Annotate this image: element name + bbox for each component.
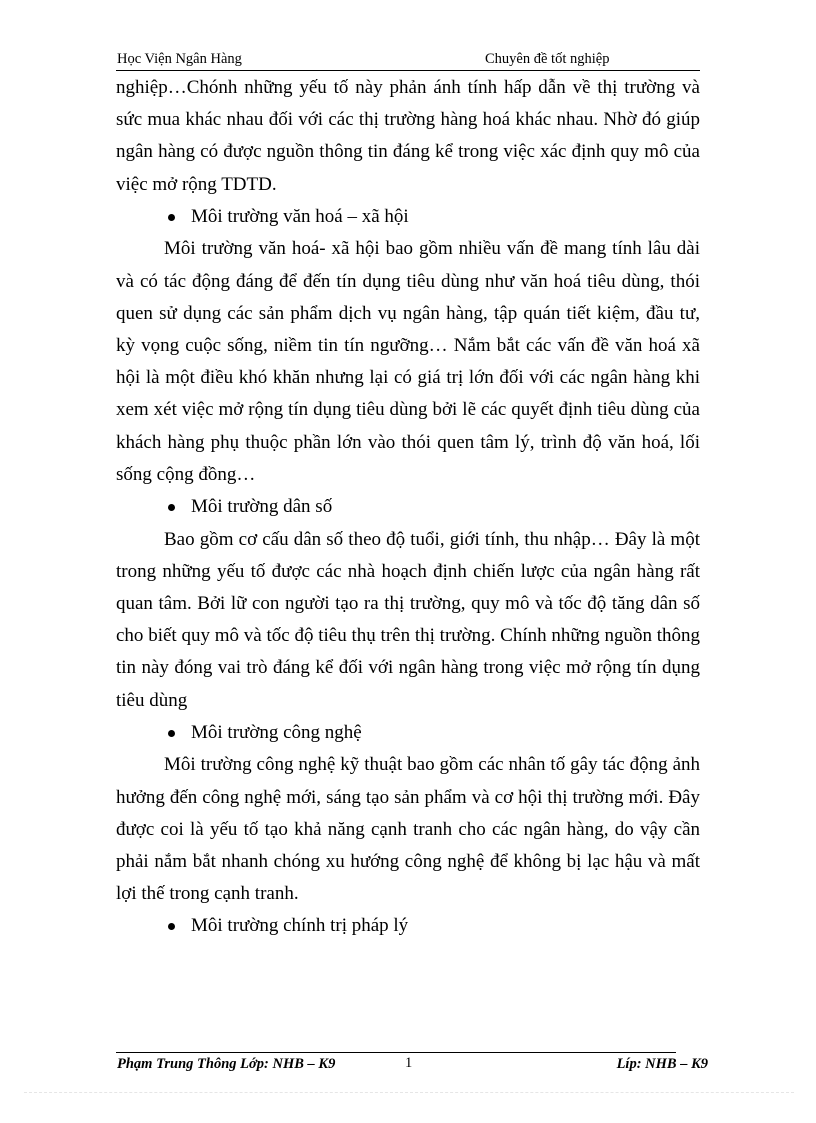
bullet-icon — [168, 923, 175, 930]
page-number: 1 — [405, 1055, 413, 1071]
bullet-item-culture — [116, 201, 700, 234]
footer-class: Líp: NHB – K9 — [616, 1056, 708, 1072]
paragraph-culture: Môi trường văn hoá- xã hội bao gồm nhiều vấn đề mang tính lâu dài và có tác động đáng để đến tín dụng tiêu dùng như văn hoá tiêu dùng, thói quen sử dụng các sản phẩm dịch vụ ngân hàng, tập quán tiết kiệm, đầu tư, kỳ vọng cuộc sống, niềm tin tín ngưỡng… Nắm bắt các vấn đề văn hoá xã hội là một điều khó khăn nhưng lại có giá trị lớn đối với các ngân hàng khi xem xét việc mở rộng tín dụng tiêu dùng bởi lẽ các quyết định tiêu dùng của khách hàng phụ thuộc phần lớn vào thói quen tâm lý, trình độ văn hoá, lối sống cộng đồng… — [116, 238, 700, 485]
page-bottom-edge — [24, 1092, 794, 1093]
bullet-heading-culture: Môi trường văn hoá – xã hội — [191, 205, 409, 227]
paragraph-technology: Môi trường công nghệ kỹ thuật bao gồm các nhân tố gây tác động ảnh hưởng đến công nghệ mới, sáng tạo sản phẩm và cơ hội thị trường mới. Đây được coi là yếu tố tạo khả năng cạnh tranh cho các ngân hàng, do vậy cần phải nắm bắt nhanh chóng xu hướng công nghệ để không bị lạc hậu và mất lợi thế trong cạnh tranh. — [116, 754, 700, 905]
header-institution: Học Viện Ngân Hàng — [117, 51, 242, 67]
page-header — [116, 48, 700, 71]
bullet-heading-politics-law: Môi trường chính trị pháp lý — [191, 915, 409, 937]
header-document-type: Chuyên đề tốt nghiệp — [485, 51, 610, 67]
page-footer — [116, 1056, 712, 1078]
bullet-icon — [168, 730, 175, 737]
bullet-item-politics-law — [116, 910, 700, 943]
bullet-item-technology — [116, 717, 700, 750]
bullet-heading-technology: Môi trường công nghệ — [191, 721, 362, 743]
bullet-icon — [168, 504, 175, 511]
bullet-item-population — [116, 491, 700, 524]
paragraph-population: Bao gồm cơ cấu dân số theo độ tuổi, giới tính, thu nhập… Đây là một trong những yếu tố được các nhà hoạch định chiến lược của ngân hàng rất quan tâm. Bởi lữ con người tạo ra thị trường, quy mô và tốc độ tăng dân số cho biết quy mô và tốc độ tiêu thụ trên thị trường. Chính những nguồn thông tin này đóng vai trò đáng kể đối với ngân hàng trong việc mở rộng tín dụng tiêu dùng — [116, 528, 700, 711]
page-body — [116, 72, 700, 943]
paragraph-continuation: nghiệp…Chónh những yếu tố này phản ánh tính hấp dẫn về thị trường và sức mua khác nhau đối với các thị trường hàng hoá khác nhau. Nhờ đó giúp ngân hàng có được nguồn thông tin đáng kể trong việc xác định quy mô của việc mở rộng TDTD. — [116, 77, 700, 195]
bullet-icon — [168, 214, 175, 221]
footer-divider — [116, 1052, 676, 1053]
bullet-heading-population: Môi trường dân số — [191, 496, 333, 518]
footer-author: Phạm Trung Thông Lớp: NHB – K9 — [117, 1056, 336, 1072]
